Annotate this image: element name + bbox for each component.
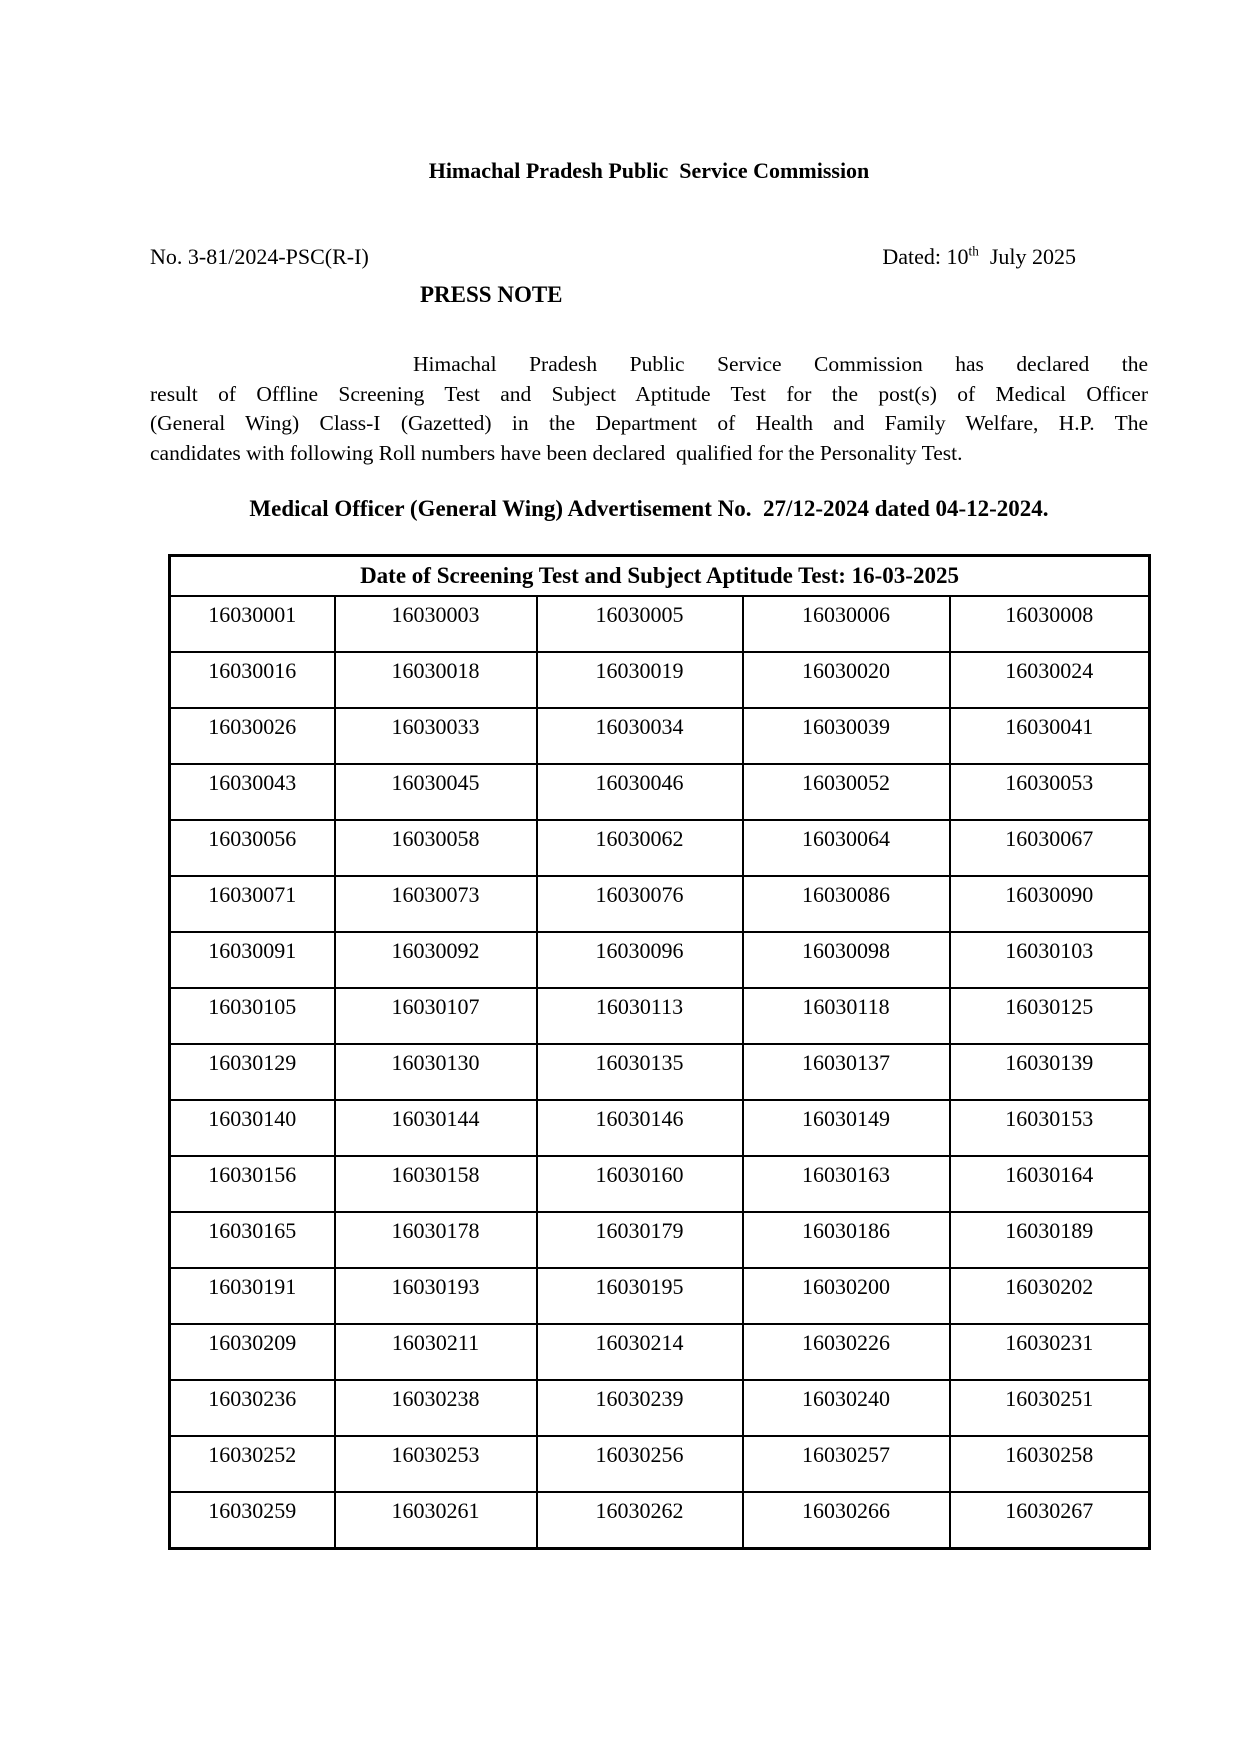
roll-number-cell: 16030103 [950,932,1150,988]
roll-number-cell: 16030178 [335,1212,537,1268]
roll-number-cell: 16030202 [950,1268,1150,1324]
roll-number-cell: 16030189 [950,1212,1150,1268]
roll-number-cell: 16030266 [743,1492,950,1549]
table-row [170,1156,1150,1212]
ref-date-row [150,244,1148,270]
roll-number-cell: 16030019 [537,652,743,708]
roll-number-cell: 16030001 [170,596,335,652]
roll-number-cell: 16030091 [170,932,335,988]
roll-number-cell: 16030033 [335,708,537,764]
reference-number: No. 3-81/2024-PSC(R-I) [150,244,369,269]
roll-number-cell: 16030130 [335,1044,537,1100]
roll-number-cell: 16030239 [537,1380,743,1436]
roll-number-cell: 16030165 [170,1212,335,1268]
paragraph-line: Himachal Pradesh Public Service Commission has declared the [413,352,1148,376]
roll-number-cell: 16030261 [335,1492,537,1549]
roll-number-cell: 16030073 [335,876,537,932]
roll-number-cell: 16030006 [743,596,950,652]
roll-number-cell: 16030105 [170,988,335,1044]
roll-number-cell: 16030262 [537,1492,743,1549]
roll-number-cell: 16030086 [743,876,950,932]
page-title: Himachal Pradesh Public Service Commission [428,158,870,183]
table-row [170,1100,1150,1156]
roll-number-cell: 16030096 [537,932,743,988]
date-prefix: Dated: 10 [882,244,969,269]
roll-number-cell: 16030226 [743,1324,950,1380]
roll-number-cell: 16030251 [950,1380,1150,1436]
date-rest: July 2025 [978,244,1076,269]
roll-number-cell: 16030118 [743,988,950,1044]
roll-number-cell: 16030003 [335,596,537,652]
press-note-heading: PRESS NOTE [420,282,563,307]
table-row [170,764,1150,820]
roll-number-cell: 16030179 [537,1212,743,1268]
paragraph-line: result of Offline Screening Test and Subject Aptitude Test for the post(s) of Medical Officer [150,381,1148,406]
roll-number-cell: 16030256 [537,1436,743,1492]
roll-number-cell: 16030211 [335,1324,537,1380]
roll-number-cell: 16030043 [170,764,335,820]
roll-number-cell: 16030026 [170,708,335,764]
roll-number-cell: 16030164 [950,1156,1150,1212]
roll-number-cell: 16030240 [743,1380,950,1436]
roll-number-cell: 16030214 [537,1324,743,1380]
roll-number-cell: 16030067 [950,820,1150,876]
paragraph-line: candidates with following Roll numbers have been declared qualified for the Personality Test. [150,440,963,465]
roll-number-cell: 16030045 [335,764,537,820]
advertisement-heading: Medical Officer (General Wing) Advertisement No. 27/12-2024 dated 04-12-2024. [249,496,1049,521]
roll-number-cell: 16030231 [950,1324,1150,1380]
roll-number-cell: 16030139 [950,1044,1150,1100]
table-header: Date of Screening Test and Subject Aptitude Test: 16-03-2025 [170,556,1150,597]
table-row [170,708,1150,764]
table-row [170,652,1150,708]
roll-number-cell: 16030238 [335,1380,537,1436]
roll-number-cell: 16030107 [335,988,537,1044]
roll-number-cell: 16030135 [537,1044,743,1100]
roll-number-cell: 16030064 [743,820,950,876]
roll-number-cell: 16030149 [743,1100,950,1156]
roll-number-cell: 16030146 [537,1100,743,1156]
roll-number-cell: 16030024 [950,652,1150,708]
roll-number-cell: 16030137 [743,1044,950,1100]
table-row [170,820,1150,876]
roll-number-cell: 16030018 [335,652,537,708]
roll-number-cell: 16030129 [170,1044,335,1100]
roll-number-cell: 16030008 [950,596,1150,652]
roll-number-cell: 16030267 [950,1492,1150,1549]
roll-number-cell: 16030163 [743,1156,950,1212]
roll-number-cell: 16030259 [170,1492,335,1549]
roll-table-body [170,596,1150,1549]
roll-number-cell: 16030144 [335,1100,537,1156]
roll-number-cell: 16030195 [537,1268,743,1324]
roll-number-cell: 16030046 [537,764,743,820]
roll-number-cell: 16030236 [170,1380,335,1436]
roll-number-cell: 16030071 [170,876,335,932]
table-row [170,1436,1150,1492]
roll-number-cell: 16030052 [743,764,950,820]
roll-number-cell: 16030058 [335,820,537,876]
roll-number-cell: 16030062 [537,820,743,876]
table-row [170,932,1150,988]
roll-number-cell: 16030041 [950,708,1150,764]
roll-number-cell: 16030113 [537,988,743,1044]
roll-number-cell: 16030253 [335,1436,537,1492]
table-row [170,1380,1150,1436]
roll-number-cell: 16030020 [743,652,950,708]
table-row [170,876,1150,932]
roll-number-cell: 16030252 [170,1436,335,1492]
roll-number-cell: 16030125 [950,988,1150,1044]
table-row [170,988,1150,1044]
roll-number-cell: 16030209 [170,1324,335,1380]
table-row [170,1324,1150,1380]
roll-number-cell: 16030160 [537,1156,743,1212]
date-line [882,244,1076,270]
roll-number-cell: 16030053 [950,764,1150,820]
roll-number-cell: 16030056 [170,820,335,876]
roll-number-cell: 16030193 [335,1268,537,1324]
roll-number-cell: 16030090 [950,876,1150,932]
date-ordinal-suffix: th [968,243,979,259]
roll-number-cell: 16030257 [743,1436,950,1492]
roll-number-table [168,554,1151,1550]
roll-number-cell: 16030005 [537,596,743,652]
roll-number-cell: 16030158 [335,1156,537,1212]
roll-number-cell: 16030191 [170,1268,335,1324]
roll-number-cell: 16030156 [170,1156,335,1212]
paragraph-line: (General Wing) Class-I (Gazetted) in the Department of Health and Family Welfare, H.P. The [150,411,1148,435]
roll-number-cell: 16030092 [335,932,537,988]
table-row [170,1268,1150,1324]
roll-number-cell: 16030258 [950,1436,1150,1492]
table-row [170,1212,1150,1268]
table-row [170,596,1150,652]
press-note-paragraph [150,350,1148,468]
roll-number-cell: 16030039 [743,708,950,764]
table-header-row [170,556,1150,597]
roll-number-cell: 16030186 [743,1212,950,1268]
roll-number-cell: 16030098 [743,932,950,988]
roll-number-cell: 16030016 [170,652,335,708]
roll-number-cell: 16030034 [537,708,743,764]
table-row [170,1044,1150,1100]
table-row [170,1492,1150,1549]
roll-number-cell: 16030153 [950,1100,1150,1156]
roll-number-cell: 16030140 [170,1100,335,1156]
roll-number-cell: 16030200 [743,1268,950,1324]
roll-number-cell: 16030076 [537,876,743,932]
